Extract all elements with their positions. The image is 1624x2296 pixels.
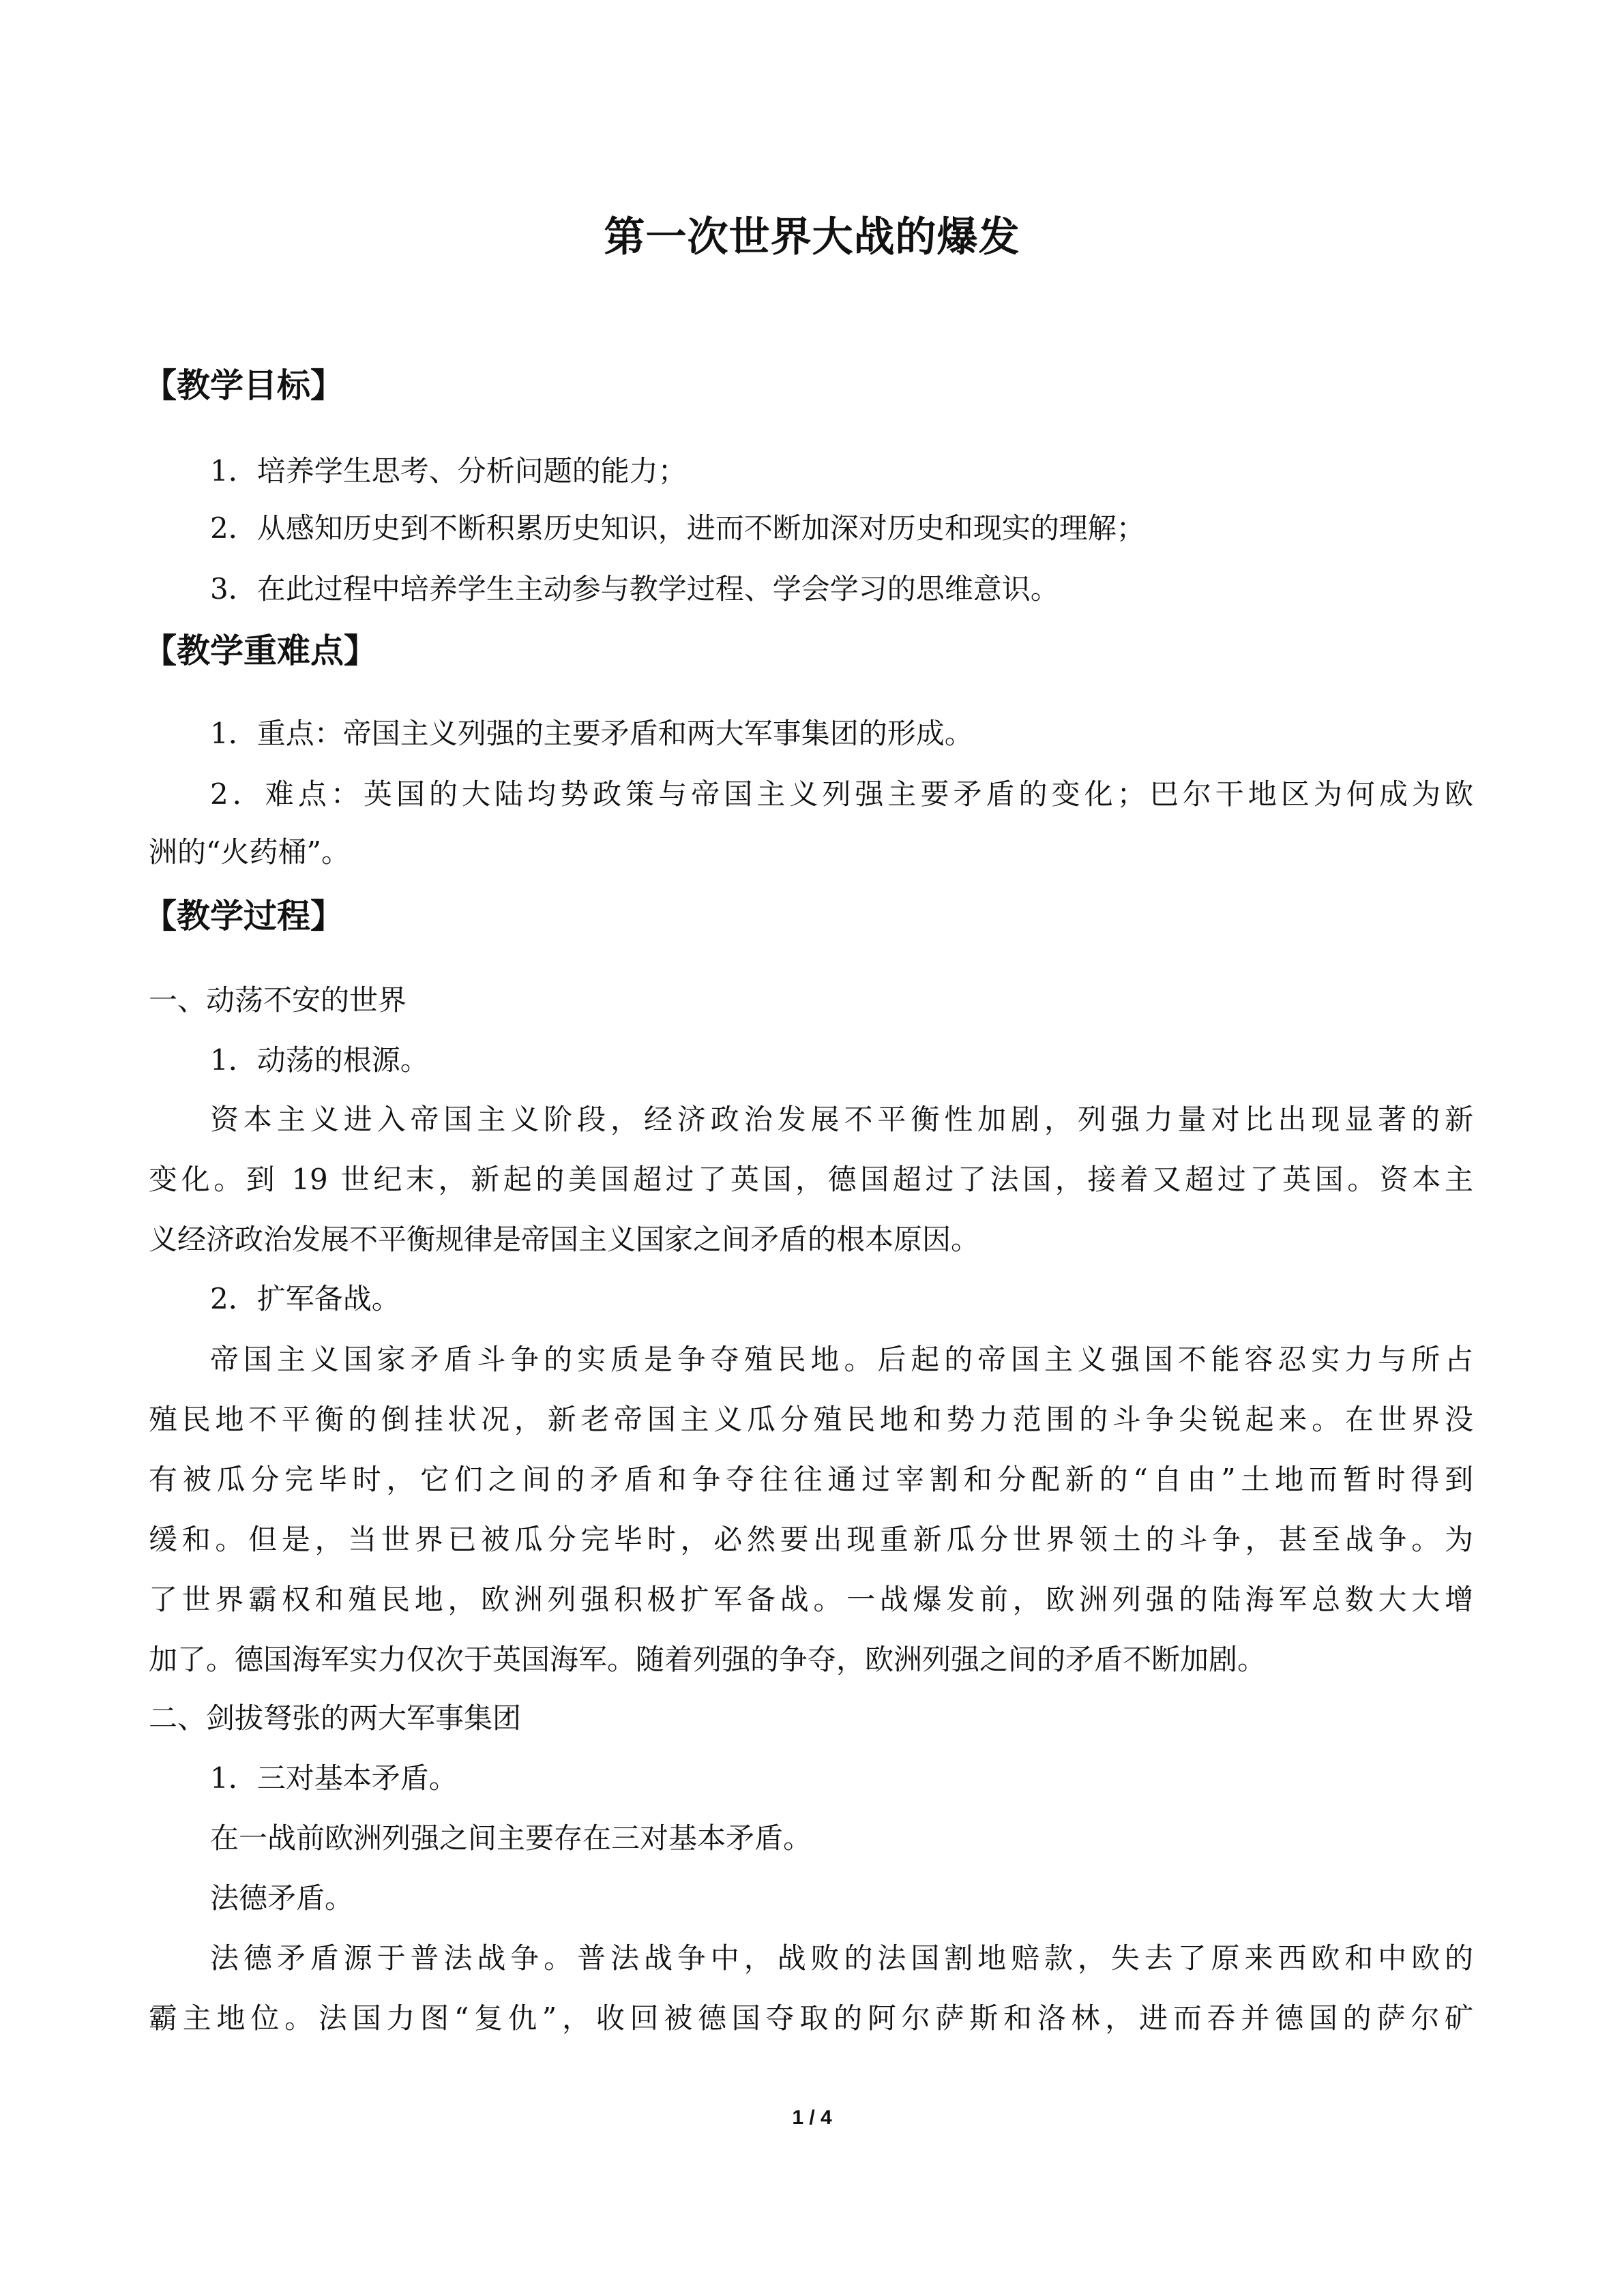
objective-item: 1．培养学生思考、分析问题的能力； bbox=[210, 454, 687, 488]
point-heading: 1．三对基本矛盾。 bbox=[210, 1761, 458, 1795]
subsection-heading: 二、剑拔弩张的两大军事集团 bbox=[149, 1701, 522, 1735]
paragraph-line: 法德矛盾源于普法战争。普法战争中，战败的法国割地赔款，失去了原来西欧和中欧的 bbox=[210, 1941, 1473, 1975]
paragraph-line: 缓和。但是，当世界已被瓜分完毕时，必然要出现重新瓜分世界领土的斗争，甚至战争。为 bbox=[149, 1523, 1473, 1556]
paragraph-line: 变化。到 19 世纪末，新起的美国超过了英国，德国超过了法国，接着又超过了英国。资本主 bbox=[149, 1163, 1473, 1196]
key-point-item-continued: 洲的“火药桶”。 bbox=[149, 835, 350, 869]
paragraph-line: 帝国主义国家矛盾斗争的实质是争夺殖民地。后起的帝国主义强国不能容忍实力与所占 bbox=[210, 1343, 1473, 1376]
paragraph-line: 有被瓜分完毕时，它们之间的矛盾和争夺往往通过宰割和分配新的“自由”土地而暂时得到 bbox=[149, 1463, 1473, 1496]
key-point-item: 2．难点：英国的大陆均势政策与帝国主义列强主要矛盾的变化；巴尔干地区为何成为欧 bbox=[210, 777, 1473, 811]
paragraph-line: 法德矛盾。 bbox=[210, 1881, 354, 1915]
key-point-item: 1．重点：帝国主义列强的主要矛盾和两大军事集团的形成。 bbox=[210, 717, 973, 750]
paragraph-line: 加了。德国海军实力仅次于英国海军。随着列强的争夺，欧洲列强之间的矛盾不断加剧。 bbox=[149, 1643, 1267, 1676]
section-heading-key-points: 【教学重难点】 bbox=[143, 631, 378, 670]
objective-item: 2．从感知历史到不断积累历史知识，进而不断加深对历史和现实的理解； bbox=[210, 511, 1145, 545]
paragraph-line: 了世界霸权和殖民地，欧洲列强积极扩军备战。一战爆发前，欧洲列强的陆海军总数大大增 bbox=[149, 1583, 1473, 1616]
page-number: 1 / 4 bbox=[792, 2106, 832, 2129]
paragraph-line: 在一战前欧洲列强之间主要存在三对基本矛盾。 bbox=[210, 1821, 812, 1855]
point-heading: 2．扩军备战。 bbox=[210, 1282, 400, 1315]
paragraph-line: 义经济政治发展不平衡规律是帝国主义国家之间矛盾的根本原因。 bbox=[149, 1223, 980, 1256]
point-heading: 1．动荡的根源。 bbox=[210, 1043, 429, 1077]
subsection-heading: 一、动荡不安的世界 bbox=[149, 983, 407, 1017]
objective-item: 3．在此过程中培养学生主动参与教学过程、学会学习的思维意识。 bbox=[210, 572, 1059, 606]
paragraph-line: 殖民地不平衡的倒挂状况，新老帝国主义瓜分殖民地和势力范围的斗争尖锐起来。在世界没 bbox=[149, 1403, 1473, 1436]
page-title: 第一次世界大战的爆发 bbox=[604, 213, 1020, 261]
paragraph-line: 资本主义进入帝国主义阶段，经济政治发展不平衡性加剧，列强力量对比出现显著的新 bbox=[210, 1103, 1473, 1136]
section-heading-objectives: 【教学目标】 bbox=[143, 366, 344, 405]
section-heading-process: 【教学过程】 bbox=[143, 897, 344, 936]
paragraph-line: 霸主地位。法国力图“复仇”，收回被德国夺取的阿尔萨斯和洛林，进而吞并德国的萨尔矿 bbox=[149, 2001, 1473, 2035]
